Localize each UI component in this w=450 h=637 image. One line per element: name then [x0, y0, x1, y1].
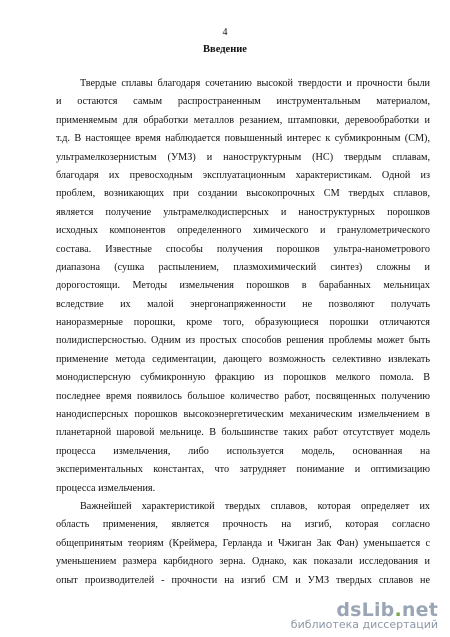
text-line: процесса измельчения, либо используется модель, основанная на [56, 445, 430, 457]
text-line: уменьшением размера карбидного зерна. Однако, как показали исследования и [56, 556, 430, 568]
text-line: область применения, является прочность на изгиб, которая согласно [56, 519, 430, 531]
page-number: 4 [222, 27, 228, 38]
text-line: т.д. В настоящее время наблюдается повышенный интерес к субмикронным (СМ), [56, 133, 430, 145]
text-line: опыт производителей - прочности на изгиб СМ и УМЗ твердых сплавов не [56, 574, 430, 586]
text-line: последнее время появилось большое количество работ, посвященных получению [56, 390, 430, 402]
watermark [291, 599, 438, 631]
text-line: экспериментальных константах, что затрудняет понимание и оптимизацию [56, 464, 430, 476]
text-line: Твердые сплавы благодаря сочетанию высокой твердости и прочности были [80, 78, 430, 89]
watermark-subtitle: библиотека диссертаций [290, 618, 438, 631]
text-line: применение метода седиментации, дающего возможность селективно извлекать [56, 353, 430, 365]
text-line: Важнейшей характеристикой твердых сплавов, которая определяет их [80, 500, 430, 512]
watermark-logo: dsLib.net [336, 599, 438, 621]
text-line: полидисперсностью. Одним из простых способов решения проблемы может быть [56, 335, 430, 347]
text-line: применяемым для обработки металлов резанием, штамповки, деревообработки и [56, 114, 430, 126]
text-line: исходных компонентов определенного химического и гранулометрического [56, 225, 430, 237]
text-line: является получение ультрамелкодисперсных и наноструктурных порошков [56, 206, 430, 218]
text-line: дорогостоящи. Методы измельчения порошков в барабанных мельницах [56, 280, 430, 292]
page-title: Введение [203, 44, 247, 55]
text-line: и остаются самым распространенным инструментальным материалом, [56, 96, 430, 108]
text-line: диапазона (сушка распылением, плазмохимический синтез) сложны и [56, 261, 430, 273]
text-line: вследствие их малой энергонапряженности не позволяют получать [56, 298, 430, 310]
body-text [56, 75, 430, 590]
text-line: монодисперсную субмикронную фракцию из порошков мелкого помола. В [56, 372, 430, 384]
text-line: ультрамелкозернистым (УМЗ) и наноструктурным (НС) твердым сплавам, [56, 151, 430, 163]
text-line: состава. Известные способы получения порошков ультра-нанометрового [56, 243, 430, 255]
text-line: процесса измельчения. [56, 482, 156, 494]
text-line: проблем, возникающих при создании высокопрочных СМ твердых сплавов, [56, 188, 430, 200]
text-line: благодаря их превосходным эксплуатационным характеристикам. Одной из [56, 169, 430, 181]
text-line: планетарной шаровой мельнице. В большинстве таких работ отсутствует модель [56, 427, 430, 439]
text-line: наноразмерные порошки, кроме того, образующиеся порошки отличаются [56, 317, 430, 329]
text-line: нанодисперсных порошков высокоэнергетическим механическим измельчением в [56, 409, 430, 421]
text-line: общепринятым теориям (Креймера, Герланда и Чжиган Зак Фан) уменьшается с [56, 537, 430, 549]
